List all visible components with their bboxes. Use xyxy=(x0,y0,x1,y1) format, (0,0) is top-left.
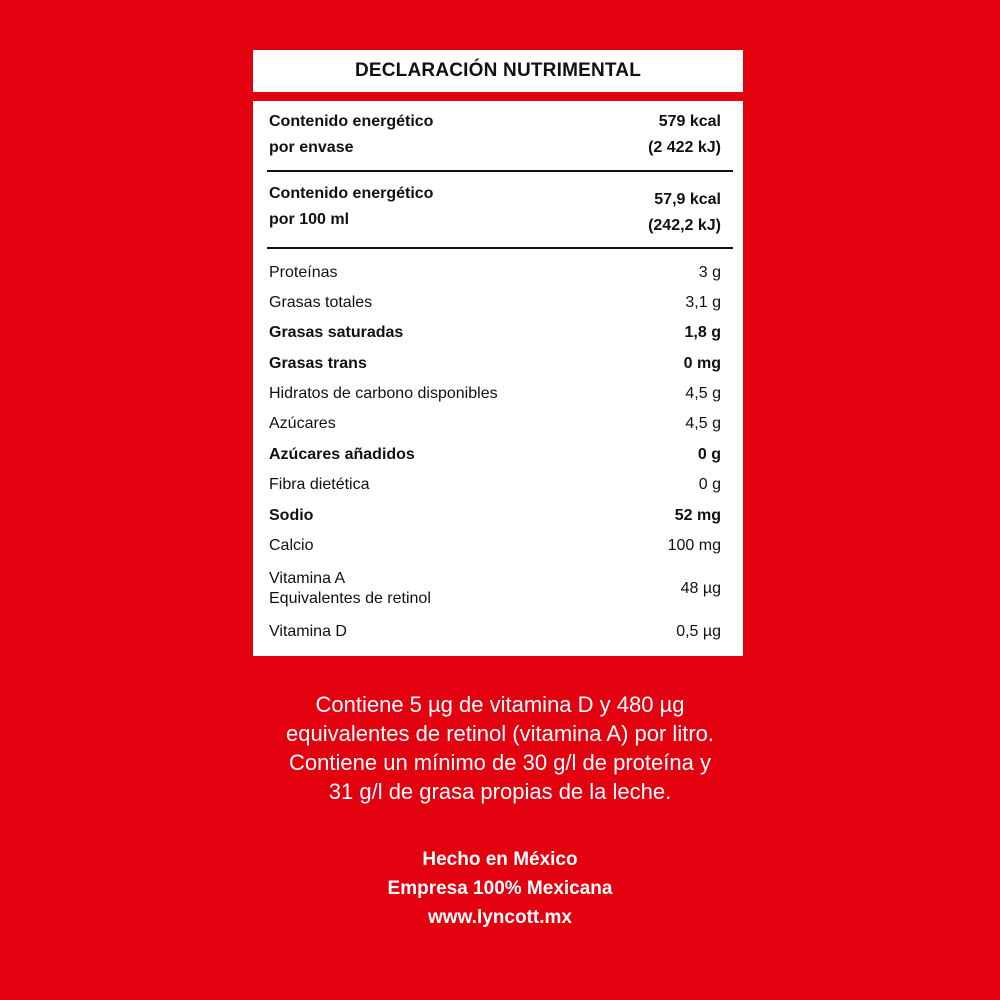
energy-per-100ml-label-2: por 100 ml xyxy=(269,211,350,228)
nutrient-row-fiber xyxy=(269,470,721,500)
nutrient-label: Grasas saturadas xyxy=(269,324,404,341)
energy-per-package-label-2: por envase xyxy=(269,139,354,156)
made-in-mexico: Hecho en México xyxy=(422,849,578,870)
nutrient-value: 100 mg xyxy=(667,537,721,554)
nutrient-value: 3 g xyxy=(698,264,721,281)
divider-1 xyxy=(267,170,733,172)
energy-per-100ml-label-1: Contenido energético xyxy=(269,185,434,202)
nutrient-label: Vitamina A xyxy=(269,570,346,587)
nutrient-label: Azúcares añadidos xyxy=(269,446,415,463)
energy-per-package-kcal: 579 kcal xyxy=(658,113,721,130)
nutrient-value: 1,8 g xyxy=(684,324,721,341)
nutrient-label: Calcio xyxy=(269,537,314,554)
energy-per-100ml-kcal: 57,9 kcal xyxy=(654,191,721,208)
nutrition-title: DECLARACIÓN NUTRIMENTAL xyxy=(354,60,642,81)
nutrient-label: Grasas totales xyxy=(269,294,373,311)
nutrient-value: 48 µg xyxy=(680,580,721,597)
nutrient-label: Azúcares xyxy=(269,415,336,432)
nutrient-label: Vitamina D xyxy=(269,623,347,640)
fortification-note xyxy=(0,690,1000,806)
nutrient-row-trans-fat xyxy=(269,349,721,379)
nutrient-value: 3,1 g xyxy=(685,294,721,311)
nutrient-label: Fibra dietética xyxy=(269,476,370,493)
company-statement: Empresa 100% Mexicana xyxy=(387,878,613,899)
note-line: Contiene 5 µg de vitamina D y 480 µg xyxy=(315,692,685,717)
energy-per-100ml-kj: (242,2 kJ) xyxy=(648,217,721,234)
nutrient-label-sub: Equivalentes de retinol xyxy=(269,590,431,607)
footer xyxy=(0,845,1000,932)
nutrient-row-vitamin-a xyxy=(269,567,721,611)
note-line: Contiene un mínimo de 30 g/l de proteína y xyxy=(289,750,711,775)
energy-per-package-kj: (2 422 kJ) xyxy=(648,139,721,156)
nutrient-row-sugars xyxy=(269,409,721,439)
nutrition-table xyxy=(253,101,743,656)
nutrient-row-carbohydrates xyxy=(269,379,721,409)
nutrient-row-saturated-fat xyxy=(269,318,721,348)
website-link[interactable]: www.lyncott.mx xyxy=(428,907,572,928)
energy-per-package-label-1: Contenido energético xyxy=(269,113,434,130)
note-line: 31 g/l de grasa propias de la leche. xyxy=(328,779,672,804)
nutrient-value: 4,5 g xyxy=(685,415,721,432)
nutrient-value: 52 mg xyxy=(674,507,721,524)
nutrient-label: Grasas trans xyxy=(269,355,367,372)
nutrient-value: 0,5 µg xyxy=(676,623,721,640)
nutrition-title-box xyxy=(253,50,743,92)
nutrient-label: Sodio xyxy=(269,507,314,524)
nutrient-value: 0 g xyxy=(697,446,721,463)
divider-2 xyxy=(267,247,733,249)
nutrient-row-added-sugars xyxy=(269,440,721,470)
energy-per-100ml-row xyxy=(269,181,721,239)
nutrient-value: 0 mg xyxy=(683,355,721,372)
nutrient-row-proteins xyxy=(269,258,721,288)
nutrient-row-sodium xyxy=(269,501,721,531)
nutrient-value: 4,5 g xyxy=(685,385,721,402)
nutrient-row-calcium xyxy=(269,531,721,561)
energy-per-package-row xyxy=(269,109,721,161)
nutrient-value: 0 g xyxy=(698,476,721,493)
nutrient-row-total-fat xyxy=(269,288,721,318)
nutrient-label: Proteínas xyxy=(269,264,338,281)
nutrient-row-vitamin-d xyxy=(269,617,721,647)
note-line: equivalentes de retinol (vitamina A) por litro. xyxy=(286,721,714,746)
nutrient-label: Hidratos de carbono disponibles xyxy=(269,385,498,402)
